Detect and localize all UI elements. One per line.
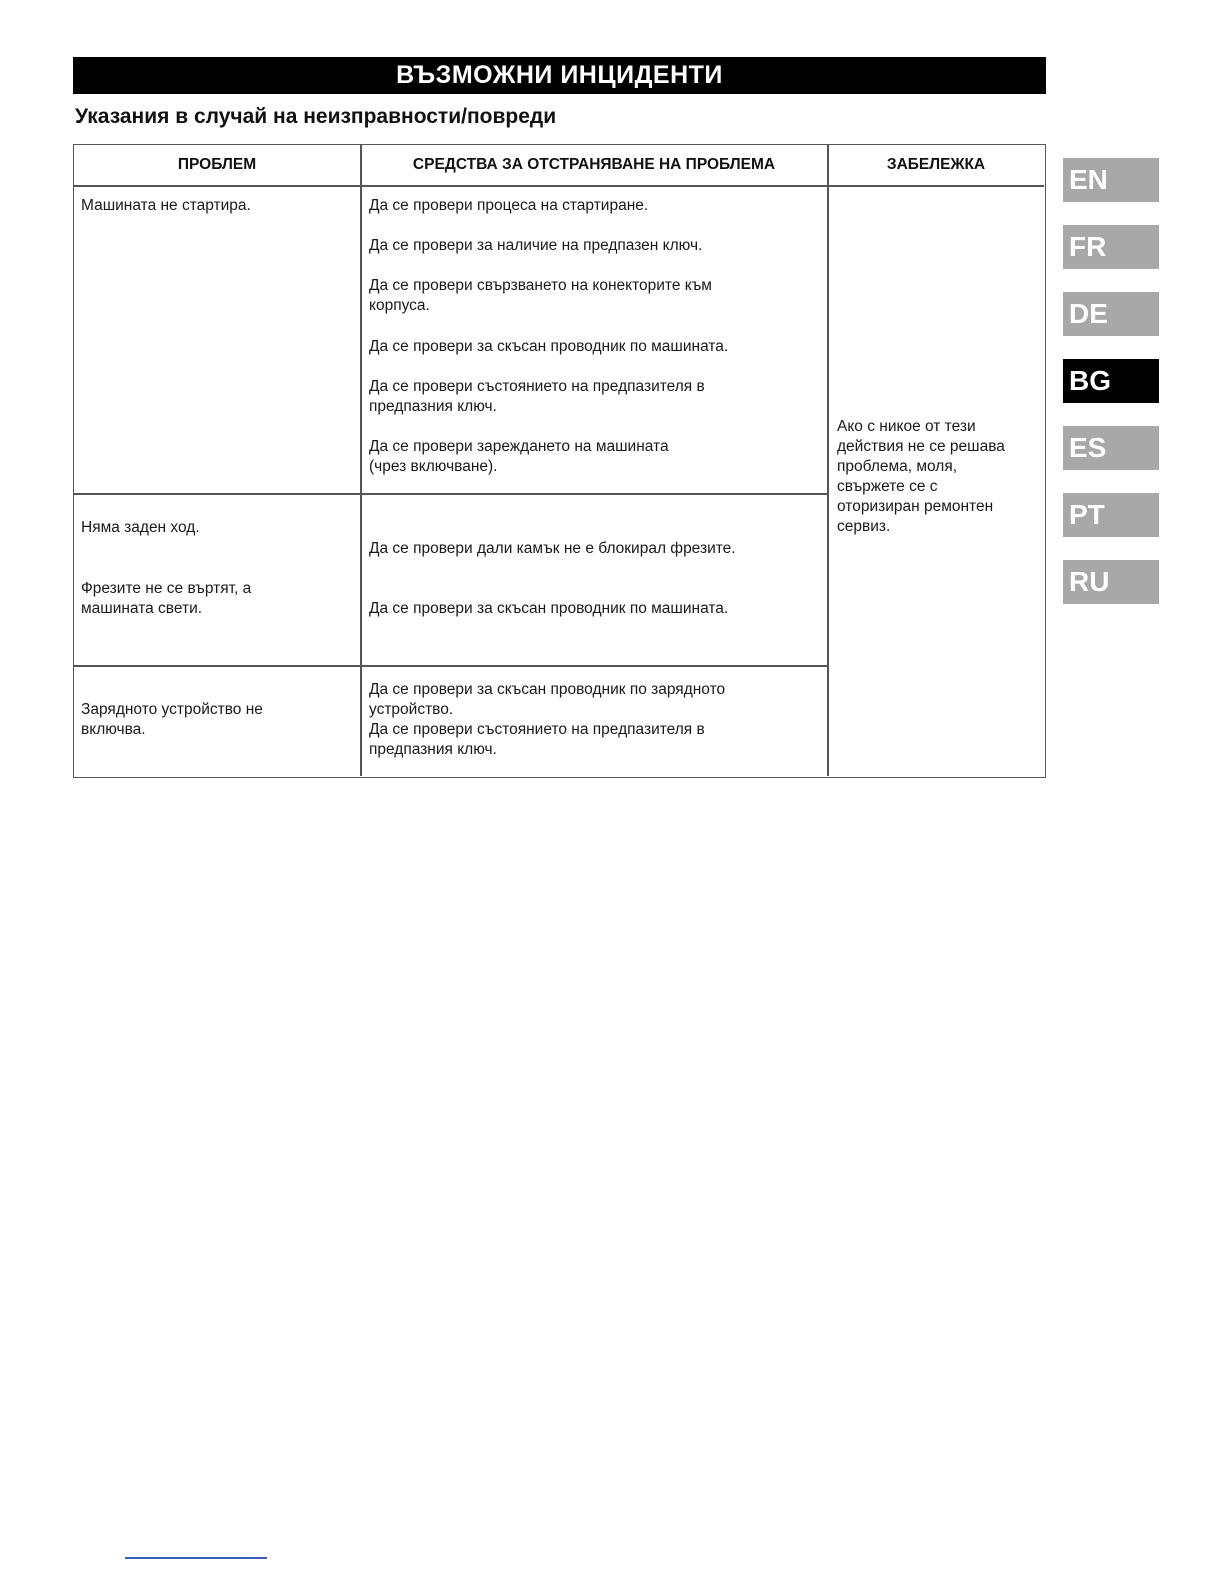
column-divider-1: [360, 145, 362, 776]
header-divider: [74, 185, 1044, 187]
lang-tab-fr[interactable]: [1063, 225, 1159, 269]
lang-tab-bg-label: BG: [1069, 365, 1111, 396]
row1-remedy-1: Да се провери процеса на стартиране.: [369, 197, 649, 214]
lang-tab-en[interactable]: [1063, 158, 1159, 202]
page-title-text: ВЪЗМОЖНИ ИНЦИДЕНТИ: [396, 61, 723, 89]
row2-problem-1: Няма заден ход.: [81, 519, 200, 536]
lang-tab-ru-label: RU: [1069, 566, 1110, 597]
header-note: ЗАБЕЛЕЖКА: [886, 156, 986, 173]
lang-tab-es-label: ES: [1069, 432, 1107, 463]
column-divider-2: [827, 145, 829, 776]
header-remedy: СРЕДСТВА ЗА ОТСТРАНЯВАНЕ НА ПРОБЛЕМА: [412, 156, 776, 173]
row3-problem: Зарядното устройство не включва.: [81, 701, 263, 738]
troubleshooting-table: [73, 144, 1046, 778]
lang-tab-de[interactable]: [1063, 292, 1159, 336]
header-problem: ПРОБЛЕМ: [177, 156, 257, 173]
row1-remedy-4: Да се провери за скъсан проводник по машината.: [369, 338, 729, 355]
row1-remedy-3: Да се провери свързването на конекторите към корпуса.: [369, 277, 712, 314]
row-divider-1: [74, 493, 828, 495]
row1-remedy-5: Да се провери състоянието на предпазителя в предпазния ключ.: [369, 378, 705, 415]
row2-remedy-2: Да се провери за скъсан проводник по машината.: [369, 600, 729, 617]
row3-remedy: Да се провери за скъсан проводник по зарядното устройство. Да се провери състоянието на предпазителя в предпазния ключ.: [369, 681, 726, 758]
lang-tab-de-label: DE: [1069, 298, 1108, 329]
row1-problem: Машината не стартира.: [81, 197, 251, 214]
lang-tab-bg[interactable]: [1063, 359, 1159, 403]
row1-remedy-6: Да се провери зареждането на машината (чрез включване).: [369, 438, 669, 475]
lang-tab-pt-label: PT: [1069, 499, 1105, 530]
section-subtitle: Указания в случай на неизправности/повреди: [75, 105, 557, 128]
lang-tab-ru[interactable]: [1063, 560, 1159, 604]
lang-tab-es[interactable]: [1063, 426, 1159, 470]
row2-remedy-1: Да се провери дали камък не е блокирал фрезите.: [369, 540, 736, 557]
lang-tab-pt[interactable]: [1063, 493, 1159, 537]
note-text: Ако с никое от тези действия не се решава проблема, моля, свържете се с оторизиран ремонтен сервиз.: [837, 418, 1005, 535]
page-title: [73, 57, 1046, 94]
row-divider-2: [74, 665, 828, 667]
footer-divider: [125, 1557, 267, 1559]
row1-remedy-2: Да се провери за наличие на предпазен ключ.: [369, 237, 703, 254]
lang-tab-en-label: EN: [1069, 164, 1108, 195]
lang-tab-fr-label: FR: [1069, 231, 1107, 262]
row2-problem-2: Фрезите не се въртят, а машината свети.: [81, 580, 252, 617]
